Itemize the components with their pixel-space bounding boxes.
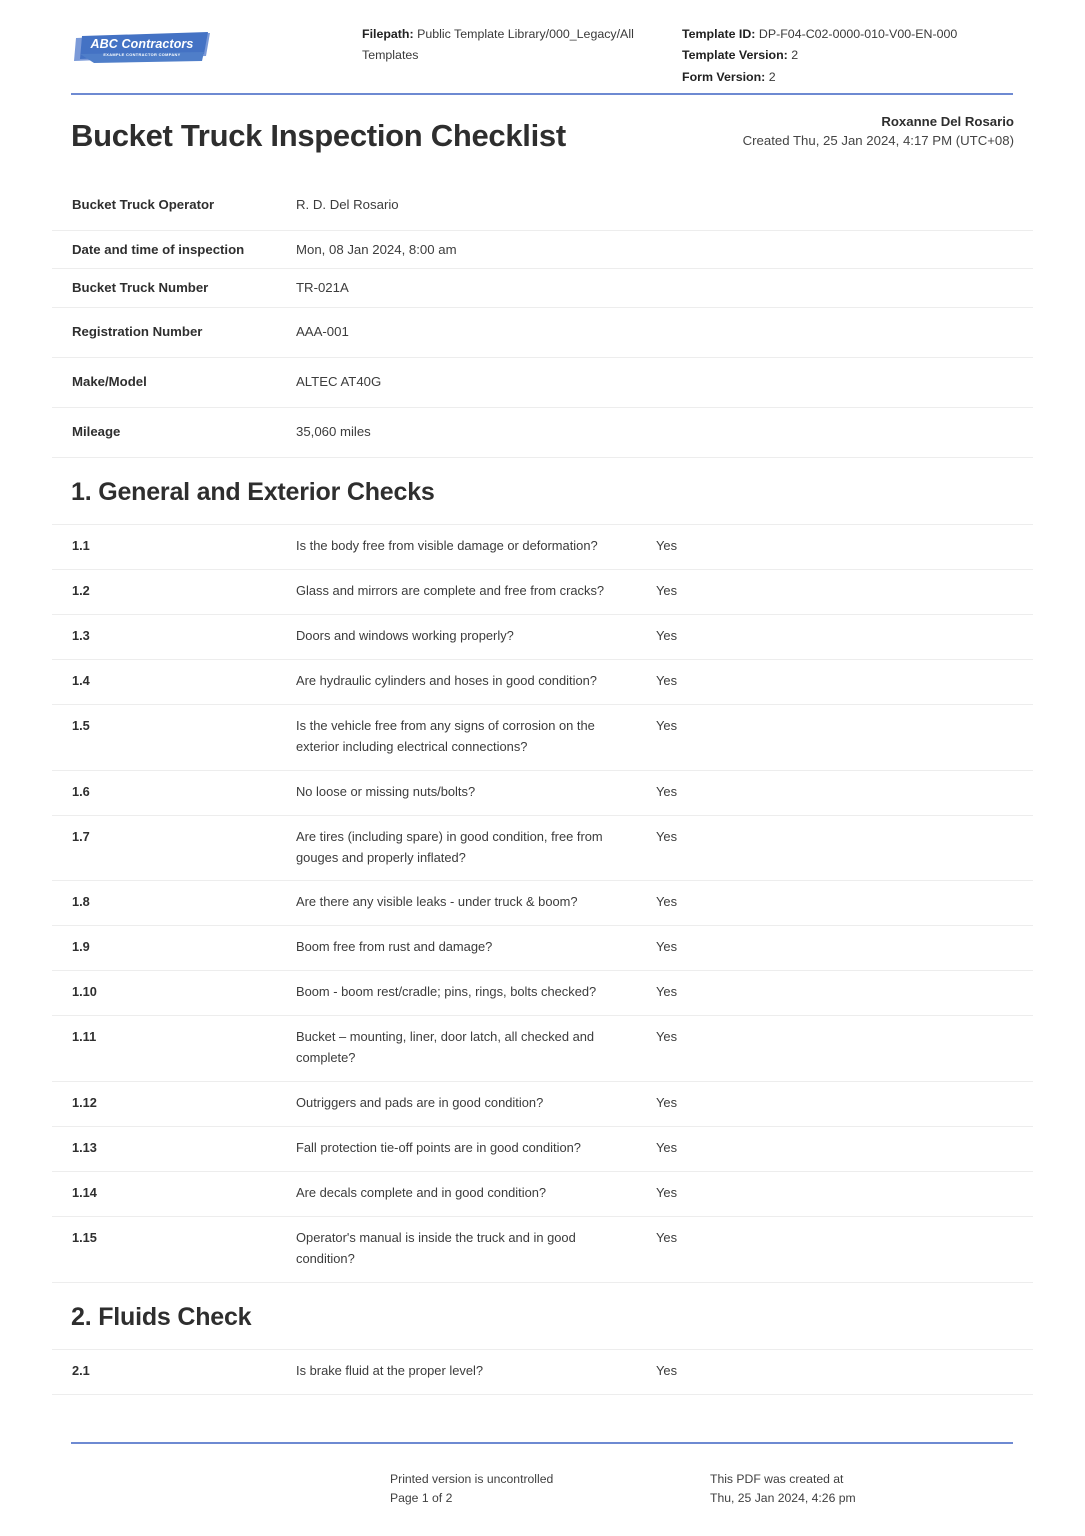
checklist-item-question: Are hydraulic cylinders and hoses in good condition?	[296, 673, 597, 689]
checklist-item-number: 1.11	[72, 1029, 97, 1045]
checklist-item-answer: Yes	[656, 1095, 678, 1110]
checklist-item-number: 1.1	[72, 538, 90, 554]
checklist-item-number: 1.12	[72, 1095, 97, 1110]
template-info-block	[682, 24, 1013, 88]
checklist-row	[52, 1217, 1033, 1283]
checklist-row	[52, 1016, 1033, 1082]
checklist-item-number: 1.2	[72, 583, 90, 599]
checklist-row	[52, 1082, 1033, 1127]
detail-label: Mileage	[72, 423, 121, 439]
checklist-row	[52, 615, 1033, 660]
checklist-item-answer: Yes	[656, 717, 678, 733]
document-footer	[0, 1470, 1085, 1508]
checklist-item-answer: Yes	[656, 583, 678, 599]
checklist-item-answer: Yes	[656, 894, 678, 910]
checklist-row	[52, 816, 1033, 882]
checklist-row	[52, 771, 1033, 816]
checklist-row	[52, 1172, 1033, 1217]
detail-value: 35,060 miles	[296, 423, 371, 439]
detail-label: Bucket Truck Number	[72, 280, 209, 296]
footer-pdf-created-label: This PDF was created at	[710, 1472, 844, 1487]
checklist-item-number: 1.3	[72, 628, 90, 644]
creator-created-date: Created Thu, 25 Jan 2024, 4:17 PM (UTC+08)	[742, 133, 1014, 149]
checklist-item-answer: Yes	[656, 939, 678, 955]
detail-row	[52, 308, 1033, 358]
template-id-value: DP-F04-C02-0000-010-V00-EN-000	[758, 27, 958, 41]
checklist-item-answer: Yes	[656, 1184, 678, 1200]
checklist-item-question: Outriggers and pads are in good condition?	[296, 1095, 544, 1110]
checklist-item-number: 1.13	[72, 1139, 97, 1155]
checklist-item-number: 1.7	[72, 828, 90, 844]
checklist-item-answer: Yes	[656, 1139, 678, 1155]
detail-value: AAA-001	[296, 323, 349, 339]
header-divider-rule	[71, 93, 1013, 95]
form-version-label: Form Version:	[682, 69, 766, 84]
template-version-line	[682, 45, 1013, 66]
template-version-value: 2	[791, 48, 799, 63]
checklist-item-question: No loose or missing nuts/bolts?	[296, 783, 476, 799]
footer-page-number: Page 1 of 2	[390, 1491, 453, 1506]
inspection-details-table	[0, 181, 1085, 457]
checklist-item-question: Fall protection tie-off points are in good condition?	[296, 1139, 581, 1155]
checklist-row	[52, 881, 1033, 926]
checklist-row	[52, 971, 1033, 1016]
logo-shape-icon	[72, 30, 212, 66]
checklist-item-question: Glass and mirrors are complete and free from cracks?	[296, 583, 605, 599]
checklist-item-question: Are tires (including spare) in good condition, free from gouges and properly inflated?	[296, 828, 603, 865]
checklist-row	[52, 705, 1033, 771]
detail-row	[52, 231, 1033, 269]
checklist-item-answer: Yes	[656, 1229, 678, 1245]
footer-spacer	[72, 1470, 390, 1508]
checklist-item-question: Bucket – mounting, liner, door latch, all checked and complete?	[296, 1029, 595, 1066]
company-logo	[72, 22, 362, 66]
checklist-item-question: Is the body free from visible damage or deformation?	[296, 538, 598, 554]
checklist-item-question: Boom free from rust and damage?	[296, 939, 493, 955]
footer-printed-notice: Printed version is uncontrolled	[390, 1472, 554, 1487]
section-heading: 1. General and Exterior Checks	[52, 458, 1033, 526]
template-id-label: Template ID:	[682, 27, 756, 41]
detail-row	[52, 408, 1033, 458]
creator-block	[743, 112, 1014, 153]
checklist-section	[0, 1283, 1085, 1396]
checklist-row	[52, 1127, 1033, 1172]
checklist-item-question: Are decals complete and in good condition?	[296, 1184, 547, 1200]
title-block	[0, 78, 1085, 153]
logo-title: ABC Contractors	[90, 36, 194, 51]
template-id-line	[682, 24, 1013, 45]
checklist-item-question: Is the vehicle free from any signs of corrosion on the exterior including electrical connections?	[296, 717, 595, 754]
checklist-item-question: Operator's manual is inside the truck and in good condition?	[296, 1229, 576, 1266]
detail-row	[52, 181, 1033, 231]
detail-value: Mon, 08 Jan 2024, 8:00 am	[296, 242, 457, 258]
footer-pdf-created-block	[710, 1470, 1013, 1508]
form-version-value: 2	[768, 69, 776, 84]
checklist-item-answer: Yes	[656, 538, 678, 554]
checklist-row	[52, 525, 1033, 570]
checklist-item-answer: Yes	[656, 628, 678, 644]
checklist-item-number: 1.14	[72, 1184, 97, 1200]
checklist-row	[52, 660, 1033, 705]
checklist-item-number: 1.4	[72, 673, 90, 689]
filepath-block	[362, 24, 682, 88]
checklist-item-question: Are there any visible leaks - under truck & boom?	[296, 894, 578, 910]
checklist-item-question: Boom - boom rest/cradle; pins, rings, bolts checked?	[296, 984, 597, 1000]
document-header	[0, 0, 1085, 84]
logo-tagline: EXAMPLE CONTRACTOR COMPANY	[103, 52, 181, 58]
footer-print-notice-block	[390, 1470, 710, 1508]
checklist-item-number: 1.10	[72, 984, 97, 1000]
checklist-item-answer: Yes	[656, 783, 678, 799]
checklist-row	[52, 570, 1033, 615]
checklist-section	[0, 458, 1085, 1283]
detail-value: R. D. Del Rosario	[296, 197, 399, 213]
detail-label: Date and time of inspection	[72, 242, 245, 258]
footer-divider-rule	[71, 1442, 1013, 1444]
header-metadata	[362, 22, 1013, 88]
checklist-item-number: 1.8	[72, 894, 90, 910]
detail-row	[52, 269, 1033, 307]
page-title: Bucket Truck Inspection Checklist	[71, 117, 566, 153]
checklist-item-number: 2.1	[72, 1363, 90, 1379]
checklist-item-number: 1.5	[72, 717, 90, 733]
footer-pdf-created-value: Thu, 25 Jan 2024, 4:26 pm	[710, 1491, 856, 1506]
checklist-sections	[0, 458, 1085, 1396]
checklist-item-answer: Yes	[656, 984, 678, 1000]
detail-value: ALTEC AT40G	[296, 373, 382, 389]
creator-name: Roxanne Del Rosario	[881, 114, 1014, 129]
checklist-item-number: 1.15	[72, 1229, 97, 1245]
detail-value: TR-021A	[296, 280, 349, 296]
filepath-label: Filepath:	[362, 27, 414, 41]
detail-row	[52, 358, 1033, 408]
detail-label: Bucket Truck Operator	[72, 197, 215, 213]
checklist-item-answer: Yes	[656, 828, 678, 844]
checklist-item-answer: Yes	[656, 673, 678, 689]
detail-label: Registration Number	[72, 323, 203, 339]
template-version-label: Template Version:	[682, 48, 788, 63]
checklist-row	[52, 926, 1033, 971]
checklist-item-question: Doors and windows working properly?	[296, 628, 514, 644]
checklist-item-question: Is brake fluid at the proper level?	[296, 1363, 484, 1379]
checklist-item-number: 1.6	[72, 783, 90, 799]
checklist-item-answer: Yes	[656, 1029, 678, 1045]
checklist-item-answer: Yes	[656, 1363, 678, 1379]
form-version-line	[682, 67, 1013, 88]
filepath-value: Public Template Library/000_Legacy/All Templates	[362, 27, 634, 63]
detail-label: Make/Model	[72, 373, 147, 389]
checklist-row	[52, 1350, 1033, 1395]
filepath-line	[362, 24, 682, 67]
section-heading: 2. Fluids Check	[52, 1283, 1033, 1351]
checklist-item-number: 1.9	[72, 939, 90, 955]
